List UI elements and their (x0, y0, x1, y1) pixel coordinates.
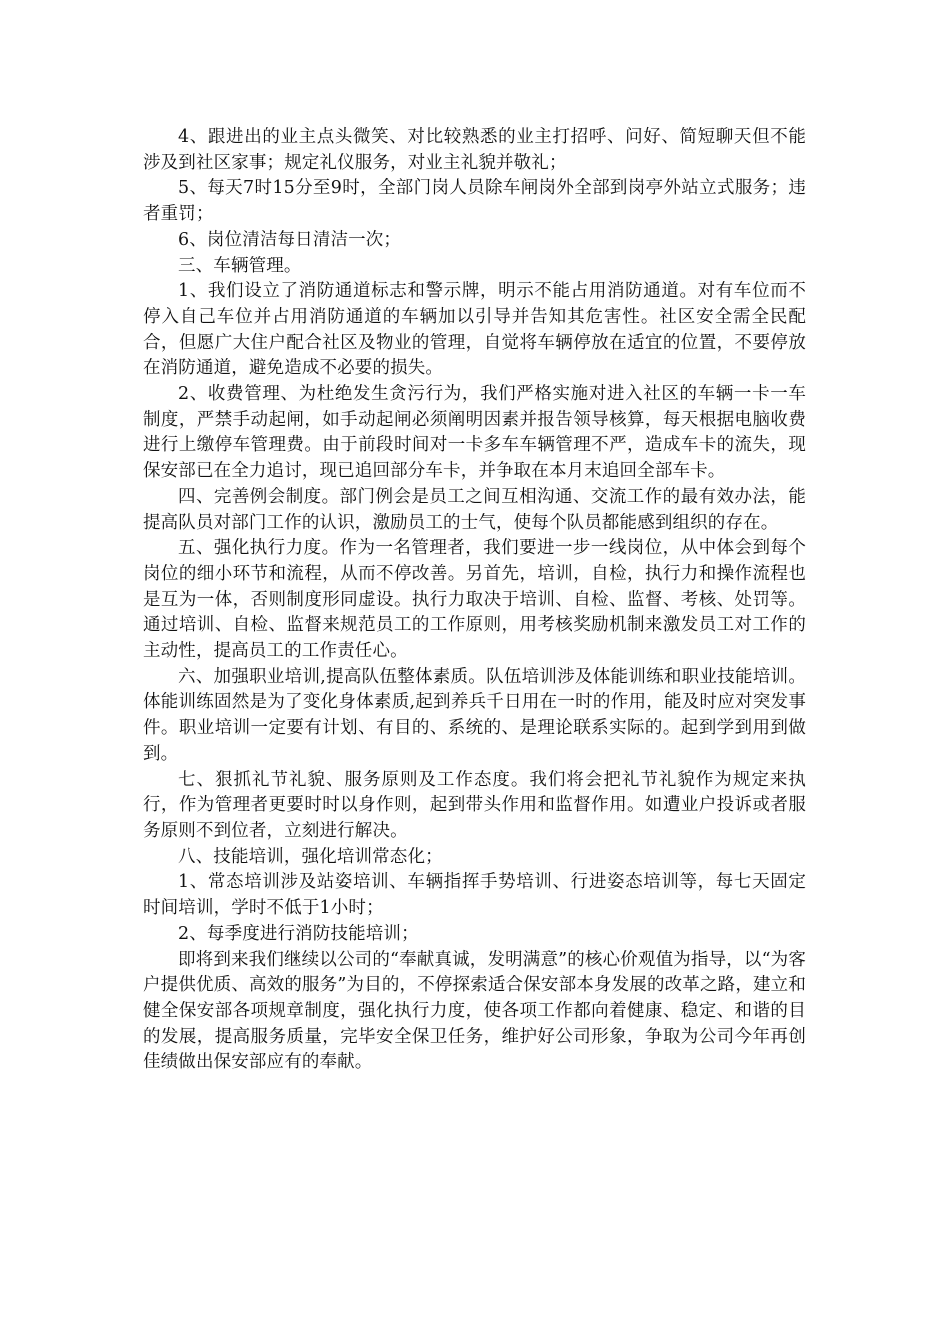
paragraph-post-cleaning: 6、岗位清洁每日清洁一次； (178, 229, 402, 250)
paragraph-fire-training: 2、每季度进行消防技能培训； (178, 923, 419, 944)
paragraph-meeting-system: 四、完善例会制度。部门例会是员工之间互相沟通、交流工作的最有效办法，能提高队员对部门工作的认识，激励员工的士气，使每个队员都能感到组织的存在。 (143, 486, 806, 533)
paragraph-standing-service: 5、每天7时15分至9时，全部门岗人员除车闸岗外全部到岗亭外站立式服务；违者重罚； (143, 178, 806, 225)
paragraph-vocational-training: 六、加强职业培训,提高队伍整体素质。队伍培训涉及体能训练和职业技能培训。体能训练固然是为了变化身体素质,起到养兵千日用在一时的作用，能及时应对突发事件。职业培训一定要有计划、有目的、系统的、是理论联系实际的。起到学到用到做到。 (143, 666, 806, 764)
paragraph-fire-lane: 1、我们设立了消防通道标志和警示牌，明示不能占用消防通道。对有车位而不停入自己车位并占用消防通道的车辆加以引导并告知其危害性。社区安全需全民配合，但愿广大住户配合社区及物业的管理，自觉将车辆停放在适宜的位置，不要停放在消防通道，避免造成不必要的损失。 (143, 281, 806, 379)
paragraph-execution: 五、强化执行力度。作为一名管理者，我们要进一步一线岗位，从中体会到每个岗位的细小环节和流程，从而不停改善。另首先，培训，自检，执行力和操作流程也是互为一体，否则制度形同虚设。执行力取决于培训、自检、监督、考核、处罚等。通过培训、自检、监督来规范员工的工作原则，用考核奖励机制来激发员工对工作的主动性，提高员工的工作责任心。 (143, 538, 806, 662)
document-body (143, 125, 806, 1076)
paragraph-etiquette-attitude: 七、狠抓礼节礼貌、服务原则及工作态度。我们将会把礼节礼貌作为规定来执行，作为管理者更要时时以身作则，起到带头作用和监督作用。如遭业户投诉或者服务原则不到位者，立刻进行解决。 (143, 769, 806, 841)
paragraph-etiquette-greeting: 4、跟进出的业主点头微笑、对比较熟悉的业主打招呼、问好、简短聊天但不能涉及到社区家事；规定礼仪服务，对业主礼貌并敬礼； (143, 127, 806, 173)
section-heading-skills-training: 八、技能培训，强化培训常态化； (178, 846, 443, 867)
paragraph-fee-management: 2、收费管理、为杜绝发生贪污行为，我们严格实施对进入社区的车辆一卡一车制度，严禁手动起闸，如手动起闸必须阐明因素并报告领导核算，每天根据电脑收费进行上缴停车管理费。由于前段时间对一卡多车车辆管理不严，造成车卡的流失，现保安部已在全力追讨，现已追回部分车卡，并争取在本月末追回全部车卡。 (143, 384, 806, 482)
paragraph-conclusion: 即将到来我们继续以公司的“奉献真诚，发明满意”的核心价观值为指导，以“为客户提供优质、高效的服务”为目的，不停探索适合保安部本身发展的改革之路，建立和健全保安部各项规章制度，强化执行力度，使各项工作都向着健康、稳定、和谐的目的发展，提高服务质量，完毕安全保卫任务，维护好公司形象，争取为公司今年再创佳绩做出保安部应有的奉献。 (143, 949, 806, 1073)
paragraph-routine-training: 1、常态培训涉及站姿培训、车辆指挥手势培训、行进姿态培训等，每七天固定时间培训，学时不低于1小时； (143, 872, 806, 919)
section-heading-vehicle-management: 三、车辆管理。 (178, 255, 302, 276)
